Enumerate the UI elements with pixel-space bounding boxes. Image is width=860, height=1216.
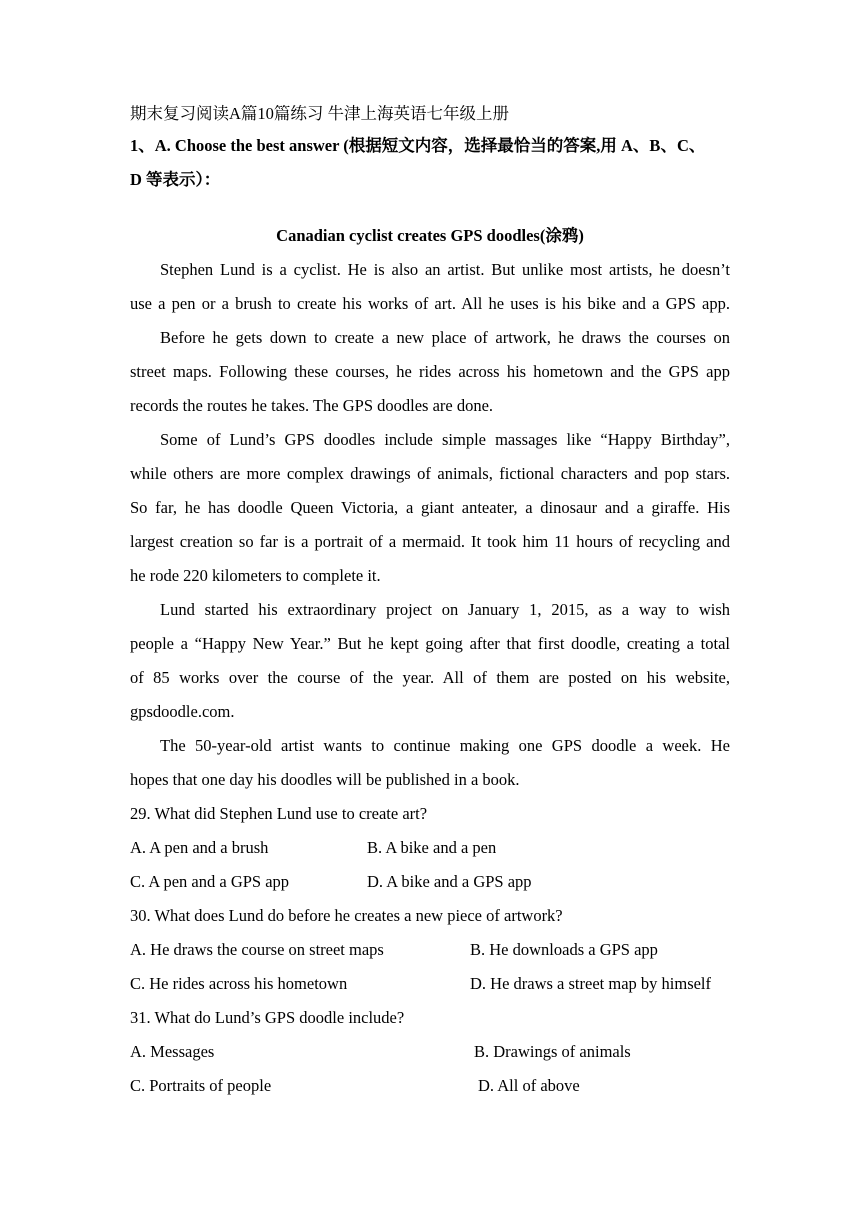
option-30-b: B. He downloads a GPS app — [470, 940, 658, 959]
option-31-d: D. All of above — [478, 1076, 580, 1095]
article-line: while others are more complex drawings of animals, fictional characters and pop stars. — [130, 464, 730, 483]
article-line: gpsdoodle.com. — [130, 702, 235, 721]
article-title: Canadian cyclist creates GPS doodles(涂鸦) — [276, 226, 584, 245]
option-29-a: A. A pen and a brush — [130, 838, 269, 857]
option-31-b: B. Drawings of animals — [474, 1042, 631, 1061]
article-line: Some of Lund’s GPS doodles include simple massages like “Happy Birthday”, — [160, 430, 730, 449]
article-line: largest creation so far is a portrait of a mermaid. It took him 11 hours of recycling and — [130, 532, 730, 551]
instruction-line-1: 1、A. Choose the best answer (根据短文内容，选择最恰当的答案,用 A、B、C、 — [130, 136, 706, 155]
option-29-b: B. A bike and a pen — [367, 838, 497, 857]
option-31-a: A. Messages — [130, 1042, 215, 1061]
article-line: people a “Happy New Year.” But he kept going after that first doodle, creating a total — [130, 634, 730, 653]
article-line: Lund started his extraordinary project on January 1, 2015, as a way to wish — [160, 600, 730, 619]
document-header: 期末复习阅读A篇10篇练习 牛津上海英语七年级上册 — [130, 104, 510, 123]
instruction-line-2: D 等表示）： — [130, 170, 221, 189]
article-line: So far, he has doodle Queen Victoria, a giant anteater, a dinosaur and a giraffe. His — [130, 498, 730, 517]
option-29-c: C. A pen and a GPS app — [130, 872, 290, 891]
question-29: 29. What did Stephen Lund use to create art? — [130, 804, 428, 823]
article-line: hopes that one day his doodles will be published in a book. — [130, 770, 520, 789]
article-line: street maps. Following these courses, he rides across his hometown and the GPS app — [130, 362, 730, 381]
article-line: of 85 works over the course of the year. All of them are posted on his website, — [130, 668, 730, 687]
option-30-a: A. He draws the course on street maps — [130, 940, 384, 959]
question-31: 31. What do Lund’s GPS doodle include? — [130, 1008, 405, 1027]
option-29-d: D. A bike and a GPS app — [367, 872, 532, 891]
option-31-c: C. Portraits of people — [130, 1076, 272, 1095]
option-30-c: C. He rides across his hometown — [130, 974, 348, 993]
article-line: records the routes he takes. The GPS doodles are done. — [130, 396, 494, 415]
article-line: The 50-year-old artist wants to continue making one GPS doodle a week. He — [160, 736, 730, 755]
article-line: he rode 220 kilometers to complete it. — [130, 566, 381, 585]
option-30-d: D. He draws a street map by himself — [470, 974, 712, 993]
question-30: 30. What does Lund do before he creates a new piece of artwork? — [130, 906, 563, 925]
article-line: Before he gets down to create a new place of artwork, he draws the courses on — [160, 328, 730, 347]
article-line: use a pen or a brush to create his works of art. All he uses is his bike and a GPS app. — [130, 294, 730, 313]
article-line: Stephen Lund is a cyclist. He is also an artist. But unlike most artists, he doesn’t — [160, 260, 730, 279]
